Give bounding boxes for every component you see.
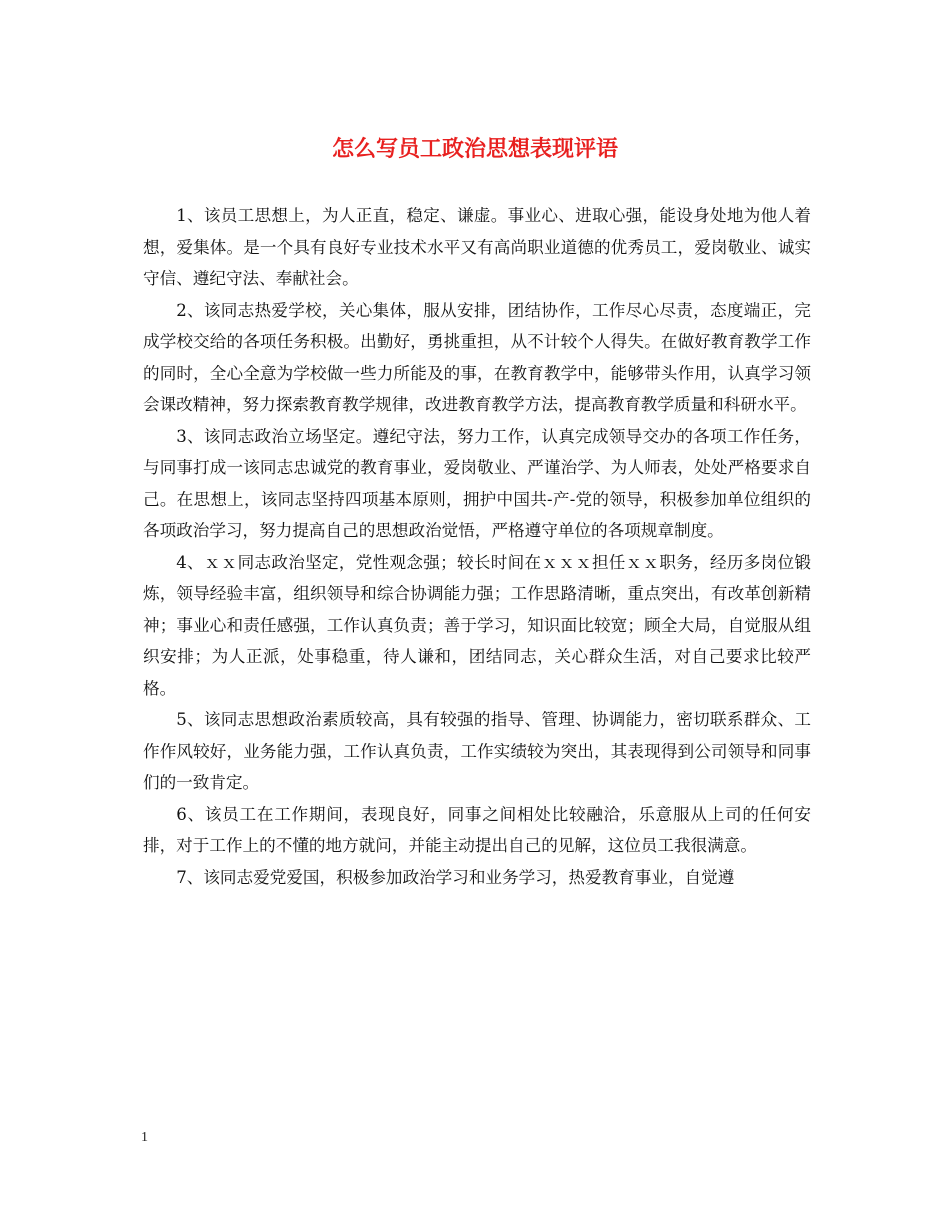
paragraph-3: 3、该同志政治立场坚定。遵纪守法，努力工作，认真完成领导交办的各项工作任务，与同事打成一该同志忠诚党的教育事业，爱岗敬业、严谨治学、为人师表，处处严格要求自己。在思想上，该同志坚持四项基本原则，拥护中国共-产-党的领导，积极参加单位组织的各项政治学习，努力提高自己的思想政治觉悟，严格遵守单位的各项规章制度。: [143, 426, 811, 540]
paragraph-6: 6、该员工在工作期间，表现良好，同事之间相处比较融洽，乐意服从上司的任何安排，对于工作上的不懂的地方就问，并能主动提出自己的见解，这位员工我很满意。: [143, 804, 811, 855]
page-number: 1: [141, 1130, 148, 1145]
paragraph-2: 2、该同志热爱学校，关心集体，服从安排，团结协作，工作尽心尽责，态度端正，完成学校交给的各项任务积极。出勤好，勇挑重担，从不计较个人得失。在做好教育教学工作的同时，全心全意为学校做一些力所能及的事，在教育教学中，能够带头作用，认真学习领会课改精神，努力探索教育教学规律，改进教育教学方法，提高教育教学质量和科研水平。: [143, 300, 811, 414]
paragraph-4: 4、ｘｘ同志政治坚定，党性观念强；较长时间在ｘｘｘ担任ｘｘ职务，经历多岗位锻炼，领导经验丰富，组织领导和综合协调能力强；工作思路清晰，重点突出，有改革创新精神；事业心和责任感强，工作认真负责；善于学习，知识面比较宽；顾全大局，自觉服从组织安排；为人正派，处事稳重，待人谦和，团结同志，关心群众生活，对自己要求比较严格。: [143, 552, 811, 698]
paragraph-1: 1、该员工思想上，为人正直，稳定、谦虚。事业心、进取心强，能设身处地为他人着想，爱集体。是一个具有良好专业技术水平又有高尚职业道德的优秀员工，爱岗敬业、诚实守信、遵纪守法、奉献社会。: [143, 206, 811, 288]
document-body: [143, 200, 811, 893]
paragraph-7: 7、该同志爱党爱国，积极参加政治学习和业务学习，热爱教育事业，自觉遵: [176, 867, 735, 887]
document-title: 怎么写员工政治思想表现评语: [331, 136, 618, 162]
paragraph-5: 5、该同志思想政治素质较高，具有较强的指导、管理、协调能力，密切联系群众、工作作风较好，业务能力强，工作认真负责，工作实绩较为突出，其表现得到公司领导和同事们的一致肯定。: [143, 710, 811, 792]
